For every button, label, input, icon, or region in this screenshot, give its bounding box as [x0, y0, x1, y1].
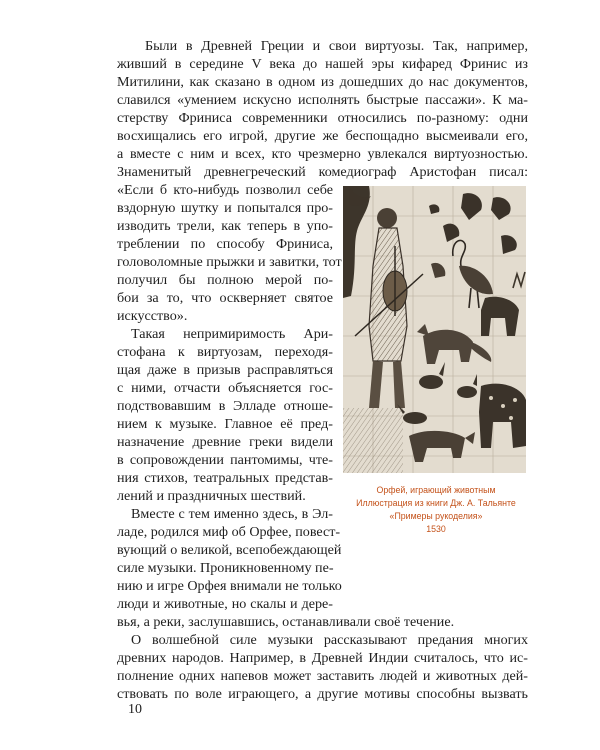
- text-line: ния стихов, театральных представ-: [117, 470, 333, 486]
- text-line: славился «умением искусно исполнять быстрые пассажи». К ма-: [117, 92, 528, 108]
- page-number: 10: [128, 702, 142, 717]
- text-line: изводить трели, как теперь в упо-: [117, 218, 333, 234]
- text-line: а вместе с ним и всех, кто чрезмерно увлекался виртуозностью.: [117, 146, 528, 162]
- text-line: «Если б кто-нибудь позволил себе: [117, 182, 333, 198]
- text-line: ствовать по воле играющего, а другие мотивы способны вызвать: [117, 686, 528, 702]
- text-line: Такая непримиримость Ари-: [131, 326, 333, 342]
- text-line: стерству Фриниса современники относились по-разному: одни: [117, 110, 528, 126]
- text-line: лений и праздничных шествий.: [117, 488, 306, 504]
- text-line: О волшебной силе музыки рассказывают предания многих: [131, 632, 528, 648]
- text-line: нием к музыке. Главное её пред-: [117, 416, 333, 432]
- text-line: щая даже в призыв расправляться: [117, 362, 333, 378]
- text-line: Знаменитый древнегреческий комедиограф Аристофан писал:: [117, 164, 528, 180]
- text-line: в сопровождении пантомимы, чте-: [117, 452, 333, 468]
- text-line: вующий о великой, всепобеждающей: [117, 542, 342, 558]
- text-line: с ними, отчасти объясняется гос-: [117, 380, 333, 396]
- text-line: нию и игре Орфея внимали не только: [117, 578, 342, 594]
- text-line: восхищались его игрой, другие же беспощадно высмеивали его,: [117, 128, 528, 144]
- text-line: бои за то, что оскверняет святое: [117, 290, 333, 306]
- figure-caption-line: Иллюстрация из книги Дж. А. Тальянте: [356, 498, 516, 508]
- text-line: живший в середине V века до нашей эры кифаред Фринис из: [117, 56, 528, 72]
- text-line: Вместе с тем именно здесь, в Эл-: [131, 506, 333, 522]
- figure-caption-line: Орфей, играющий животным: [376, 485, 496, 495]
- text-line: силе музыки. Проникновенному пе-: [117, 560, 334, 576]
- text-line: искусство».: [117, 308, 188, 324]
- figure-caption-line: 1530: [426, 524, 446, 534]
- figure-caption-line: «Примеры рукоделия»: [389, 511, 483, 521]
- text-line: подствовавшим в Элладе отноше-: [117, 398, 333, 414]
- text-line: ладе, родился миф об Орфее, повест-: [117, 524, 341, 540]
- text-line: головоломные прыжки и завитки, тот: [117, 254, 342, 270]
- text-line: Митилини, как сказано в одном из дошедших до нас документов,: [117, 74, 528, 90]
- text-line: вздорную шутку и попытался про-: [117, 200, 333, 216]
- text-line: вья, а реки, заслушавшись, останавливали своё течение.: [117, 614, 455, 630]
- text-line: получил бы полною мерой по-: [117, 272, 333, 288]
- woodcut-illustration: [343, 186, 526, 473]
- text-line: полнение одних напевов может заставить людей и животных дей-: [117, 668, 528, 684]
- text-line: стофана к виртуозам, переходя-: [117, 344, 333, 360]
- text-line: назначение древние греки видели: [117, 434, 333, 450]
- text-line: Были в Древней Греции и свои виртуозы. Так, например,: [145, 38, 528, 54]
- text-line: древних народов. Например, в Древней Индии считалось, что ис-: [117, 650, 528, 666]
- text-line: треблении по способу Фриниса,: [117, 236, 333, 252]
- text-line: люди и животные, но скалы и дере-: [117, 596, 333, 612]
